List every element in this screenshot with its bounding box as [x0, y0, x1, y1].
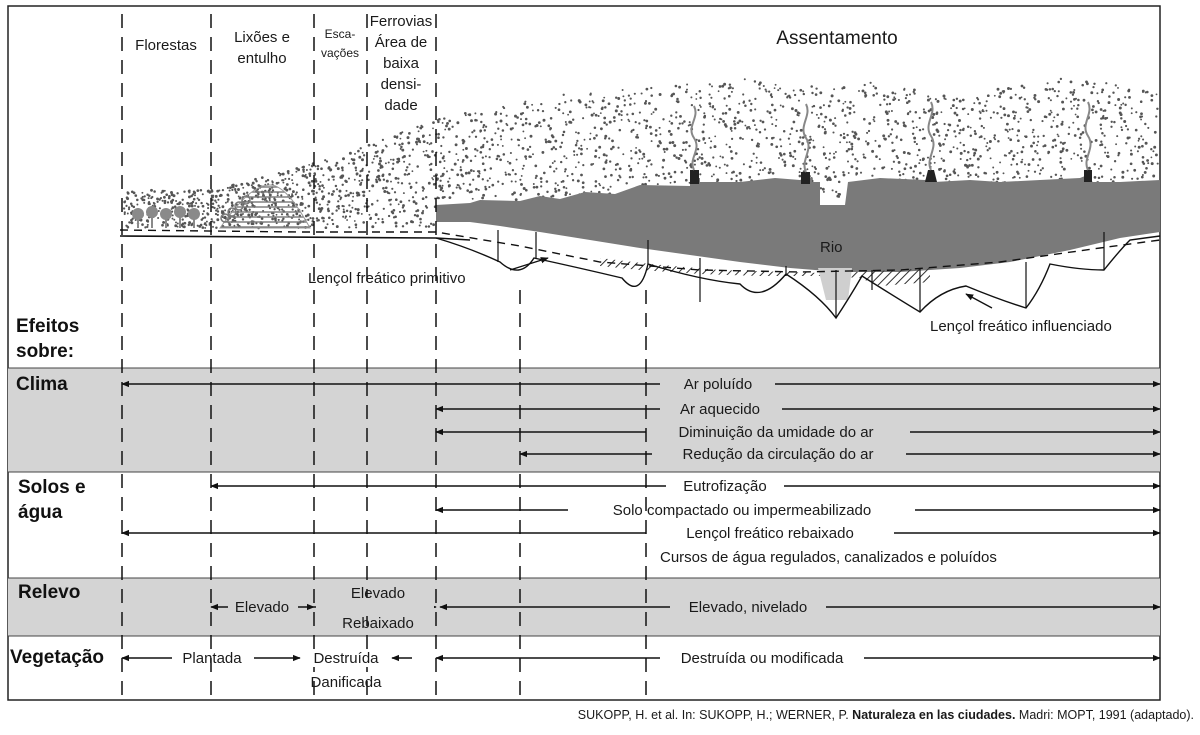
vegetacao-effect-plantada: Plantada	[182, 650, 242, 667]
relevo-effect-elevado-nivelado: Elevado, nivelado	[688, 599, 808, 616]
landscape-illustration	[120, 78, 1160, 318]
section-title-vegetacao: Vegetação	[10, 647, 104, 668]
rubbish-heap	[220, 185, 310, 228]
section-title-solos-1: Solos e	[18, 477, 86, 498]
zone-label-escavacoes-1: Esca-	[324, 27, 356, 41]
source-caption	[578, 708, 1194, 722]
source-caption-prefix: SUKOPP, H. et al. In: SUKOPP, H.; WERNER, P.	[577, 708, 853, 722]
rio-label: Rio	[820, 239, 843, 256]
relevo-effect-elevado-1: Elevado	[234, 599, 290, 616]
river	[818, 268, 852, 300]
vegetacao-effect-destruida: Destruída	[313, 650, 379, 667]
zone-label-florestas: Florestas	[135, 37, 197, 54]
section-title-relevo: Relevo	[18, 582, 81, 603]
solos-effect-eutrofizacao: Eutrofização	[683, 478, 767, 495]
section-title-solos-2: água	[18, 502, 63, 523]
zone-label-ferrovias-3: baixa	[383, 55, 419, 72]
zone-label-escavacoes-2: vações	[320, 46, 360, 60]
section-title-clima: Clima	[16, 374, 68, 395]
clima-effect-ar-aquecido: Ar aquecido	[679, 401, 761, 418]
solos-effect-lencol-rebaixado: Lençol freático rebaixado	[686, 525, 854, 542]
zone-label-ferrovias-4: densi-	[380, 76, 422, 93]
zone-label-lixoes-1: Lixões e	[234, 29, 290, 46]
zone-label-assentamento: Assentamento	[776, 28, 898, 49]
zone-label-lixoes-2: entulho	[237, 50, 287, 67]
primitive-water-table-label: Lençol freático primitivo	[308, 270, 466, 287]
source-caption-title: Naturaleza en las ciudades.	[852, 708, 1016, 722]
efeitos-label-2: sobre:	[16, 341, 75, 362]
zone-label-ferrovias-1: Ferrovias	[369, 13, 433, 30]
clima-effect-umidade: Diminuição da umidade do ar	[678, 424, 874, 441]
solos-effect-solo-compactado: Solo compactado ou impermeabilizado	[612, 502, 872, 519]
vegetacao-effect-danificada: Danificada	[310, 674, 382, 691]
clima-effect-circulacao: Redução da circulação do ar	[682, 446, 874, 463]
zone-label-ferrovias-2: Área de	[374, 34, 428, 51]
source-caption-suffix: Madri: MOPT, 1991 (adaptado).	[1015, 708, 1194, 722]
relevo-effect-elevado-2: Elevado	[350, 585, 406, 602]
vegetacao-effect-modificada: Destruída ou modificada	[680, 650, 844, 667]
city-block	[436, 176, 1160, 272]
solos-effect-cursos-agua: Cursos de água regulados, canalizados e poluídos	[660, 549, 997, 566]
ground-line	[120, 236, 470, 240]
relevo-effect-rebaixado: Rebaixado	[342, 615, 414, 632]
efeitos-label-1: Efeitos	[16, 316, 80, 337]
clima-effect-ar-poluido: Ar poluído	[683, 376, 753, 393]
zone-label-ferrovias-5: dade	[384, 97, 418, 114]
influenced-water-table-label: Lençol freático influenciado	[930, 318, 1112, 335]
